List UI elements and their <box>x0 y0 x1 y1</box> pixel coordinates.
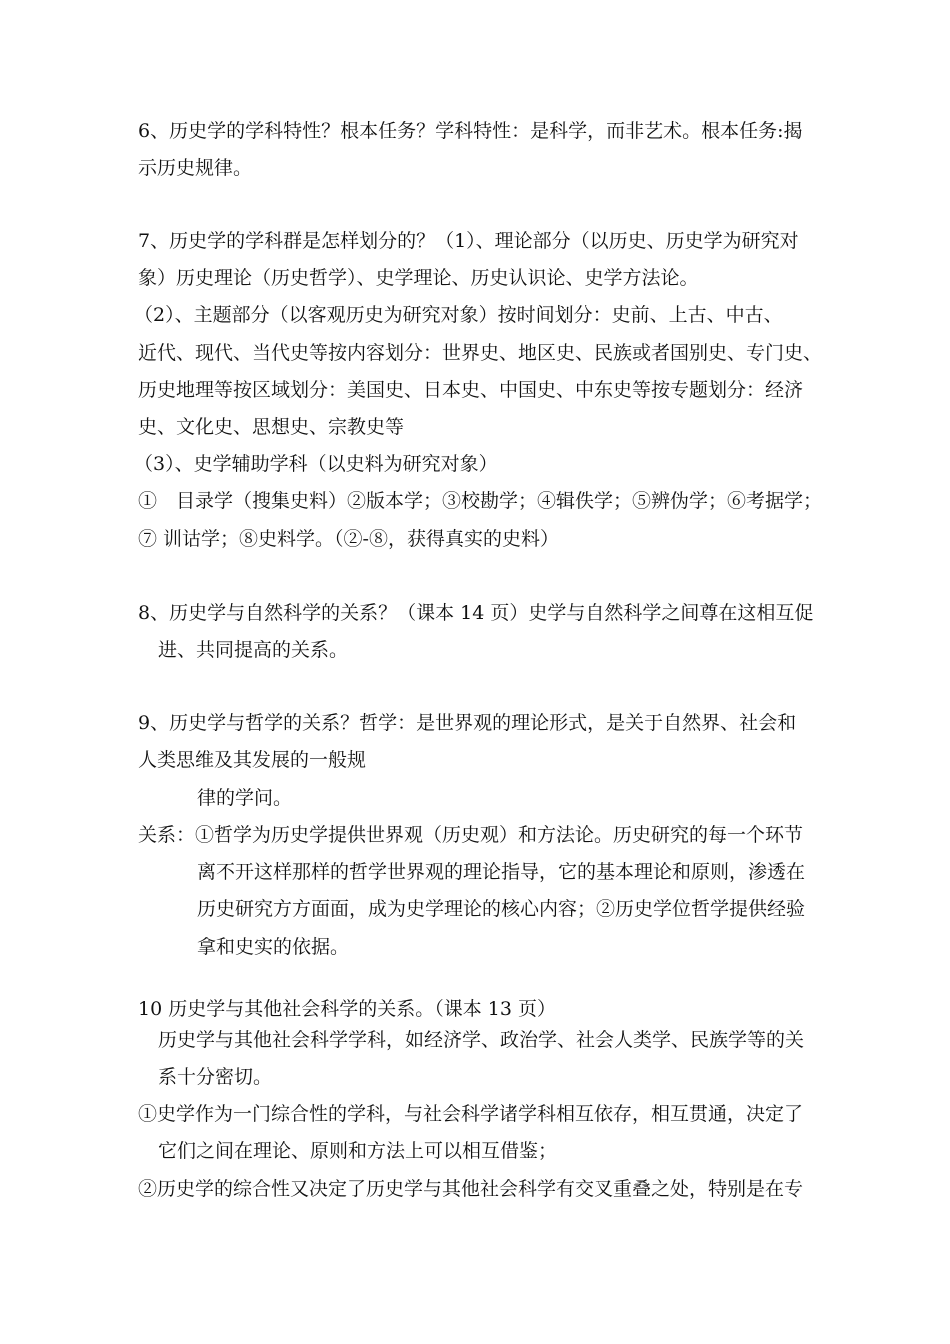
q6-line-1: 6、历史学的学科特性？根本任务？学科特性：是科学，而非艺术。根本任务:揭 <box>138 120 803 142</box>
q6-line-2: 示历史规律。 <box>138 157 253 179</box>
q7-line-9: ⑦ 训诂学；⑧史料学。（②-⑧，获得真实的史料） <box>138 528 559 550</box>
q9-line-2: 人类思维及其发展的一般规 <box>138 749 367 771</box>
q8-line-2: 进、共同提高的关系。 <box>158 639 349 661</box>
q7-line-6: 史、文化史、思想史、宗教史等 <box>138 416 405 438</box>
q10-line-2: 历史学与其他社会科学学科，如经济学、政治学、社会人类学、民族学等的关 <box>158 1029 805 1051</box>
q9-line-5: 离不开这样那样的哲学世界观的理论指导，它的基本理论和原则，渗透在 <box>197 861 806 883</box>
q7-line-3: （2）、主题部分（以客观历史为研究对象）按时间划分：史前、上古、中古、 <box>134 304 783 326</box>
q10-line-6: ②历史学的综合性又决定了历史学与其他社会科学有交叉重叠之处，特别是在专 <box>138 1178 804 1200</box>
q9-line-6: 历史研究方方面面，成为史学理论的核心内容；②历史学位哲学提供经验 <box>197 898 806 920</box>
q9-line-1: 9、历史学与哲学的关系？哲学：是世界观的理论形式，是关于自然界、社会和 <box>138 712 797 734</box>
q7-line-7: （3）、史学辅助学科（以史料为研究对象） <box>134 453 498 475</box>
q7-line-5: 历史地理等按区域划分：美国史、日本史、中国史、中东史等按专题划分：经济 <box>138 379 804 401</box>
q9-line-3: 律的学问。 <box>197 787 293 809</box>
q7-line-8: ① 目录学（搜集史料）②版本学；③校勘学；④辑佚学；⑤辨伪学；⑥考据学； <box>138 490 823 512</box>
q7-line-1: 7、历史学的学科群是怎样划分的？（1）、理论部分（以历史、历史学为研究对 <box>138 230 799 252</box>
q8-line-1: 8、历史学与自然科学的关系？（课本 14 页）史学与自然科学之间尊在这相互促 <box>138 602 814 624</box>
q9-line-7: 拿和史实的依据。 <box>197 936 350 958</box>
q10-line-1: 10 历史学与其他社会科学的关系。（课本 13 页） <box>138 998 556 1020</box>
q9-line-4: 关系：①哲学为历史学提供世界观（历史观）和方法论。历史研究的每一个环节 <box>138 824 804 846</box>
q7-line-2: 象）历史理论（历史哲学）、史学理论、历史认识论、史学方法论。 <box>138 267 699 289</box>
q10-line-4: ①史学作为一门综合性的学科，与社会科学诸学科相互依存，相互贯通，决定了 <box>138 1103 804 1125</box>
q10-line-5: 它们之间在理论、原则和方法上可以相互借鉴； <box>158 1140 558 1162</box>
q7-line-4: 近代、现代、当代史等按内容划分：世界史、地区史、民族或者国别史、专门史、 <box>138 342 823 364</box>
q10-line-3: 系十分密切。 <box>158 1066 273 1088</box>
